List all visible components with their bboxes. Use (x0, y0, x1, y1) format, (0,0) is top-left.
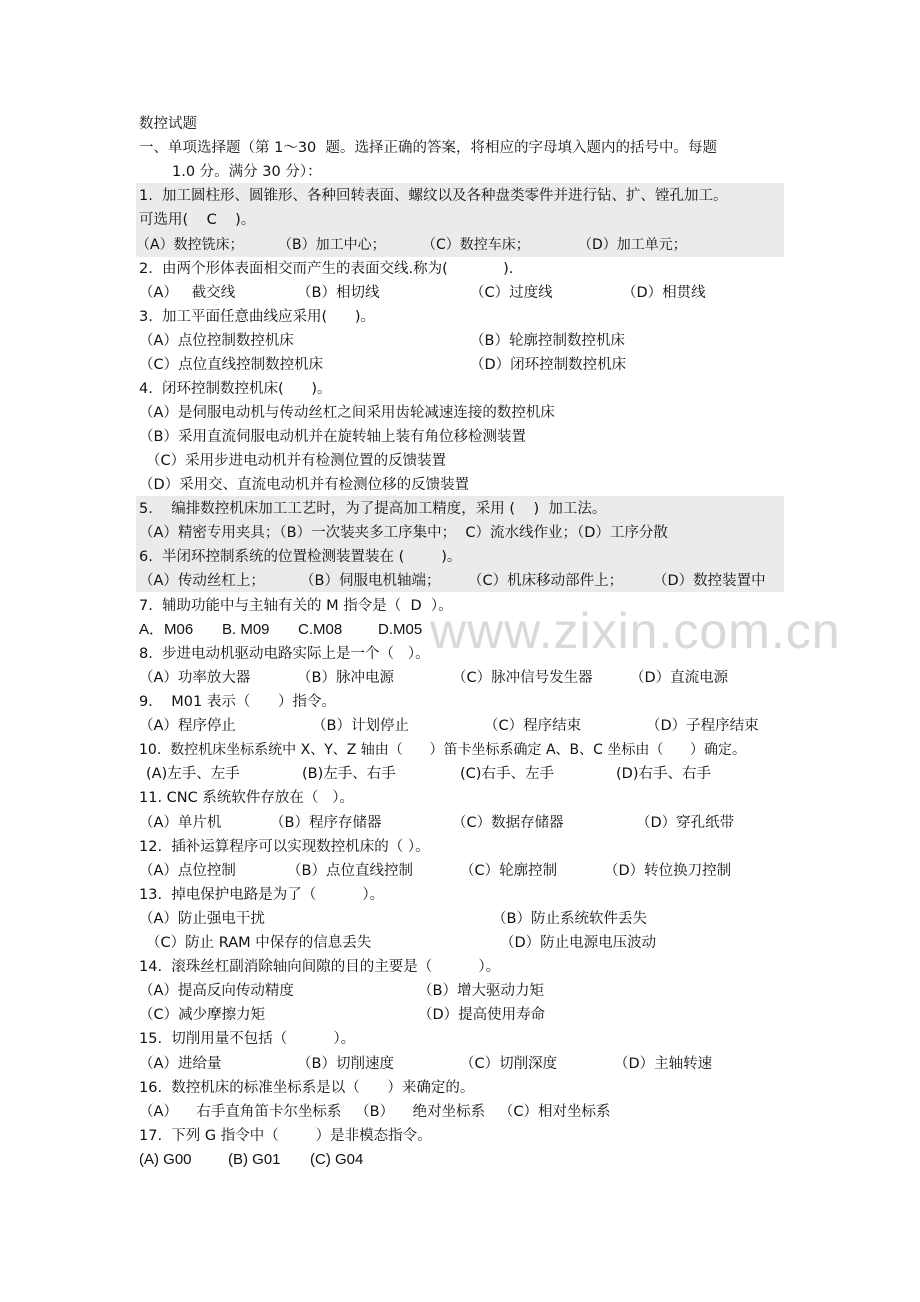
q7-option-d: D.M05 (378, 621, 423, 638)
q15-option-c: （C）切削深度 (460, 1056, 558, 1072)
q9-option-d: （D）子程序结束 (646, 718, 759, 734)
q17-option-a: (A) G00 (139, 1151, 192, 1168)
q12-option-d: （D）转位换刀控制 (604, 863, 732, 879)
q17-option-c: (C) G04 (310, 1151, 364, 1168)
q9-option-a: （A）程序停止 (139, 718, 236, 734)
q1-option-b: （B）加工中心； (278, 237, 386, 253)
q11-option-a: （A）单片机 (139, 815, 222, 831)
q5-options: （A）精密专用夹具；（B）一次装夹多工序集中； C）流水线作业；（D）工序分散 (139, 525, 668, 541)
q14-option-a: （A）提高反向传动精度 (139, 983, 294, 999)
q8-option-b: （B）脉冲电源 (297, 670, 394, 686)
q1-option-c: （C）数控车床； (422, 237, 530, 253)
q6-option-d: （D）数控装置中 (653, 573, 766, 589)
q13-option-d: （D）防止电源电压波动 (500, 935, 657, 951)
q4-option-a: （A）是伺服电动机与传动丝杠之间采用齿轮减速连接的数控机床 (139, 405, 555, 421)
q8-option-d: （D）直流电源 (630, 670, 729, 686)
q8-option-a: （A）功率放大器 (139, 670, 251, 686)
q10-option-c: (C)右手、左手 (460, 766, 554, 782)
doc-title: 数控试题 (139, 116, 197, 132)
q3-option-c: （C）点位直线控制数控机床 (139, 357, 324, 373)
question-12-stem: 12. 插补运算程序可以实现数控机床的（ ）。 (139, 839, 430, 855)
q11-option-d: （D）穿孔纸带 (636, 815, 735, 831)
question-4-stem: 4. 闭环控制数控机床( )。 (139, 381, 332, 397)
question-5-stem: 5. 编排数控机床加工工艺时，为了提高加工精度，采用 ( ) 加工法。 (139, 501, 607, 517)
q3-option-d: （D）闭环控制数控机床 (470, 357, 627, 373)
q11-option-b: （B）程序存储器 (270, 815, 382, 831)
q2-option-a: （A） 截交线 (139, 285, 236, 301)
q15-option-a: （A）进给量 (139, 1056, 222, 1072)
q14-option-d: （D）提高使用寿命 (418, 1007, 546, 1023)
question-15-stem: 15. 切削用量不包括（ ）。 (139, 1031, 356, 1047)
q14-option-c: （C）减少摩擦力矩 (139, 1007, 266, 1023)
question-13-stem: 13. 掉电保护电路是为了（ ）。 (139, 887, 385, 903)
question-8-stem: 8. 步进电动机驱动电路实际上是一个（ ）。 (139, 646, 430, 662)
q10-option-a: (A)左手、左手 (146, 766, 240, 782)
q1-option-d: （D）加工单元； (578, 237, 687, 253)
section-heading-line2: 1.0 分。满分 30 分）： (172, 164, 322, 180)
q2-option-b: （B）相切线 (297, 285, 380, 301)
q9-option-c: （C）程序结束 (484, 718, 582, 734)
q10-option-b: (B)左手、右手 (302, 766, 396, 782)
q4-option-c: （C）采用步进电动机并有检测位置的反馈装置 (146, 453, 447, 469)
question-7-stem: 7. 辅助功能中与主轴有关的 M 指令是（ D ）。 (139, 598, 453, 614)
section-heading-line1: 一、单项选择题（第 1～30 题。选择正确的答案，将相应的字母填入题内的括号中。每题 (139, 140, 717, 156)
question-2-stem: 2. 由两个形体表面相交而产生的表面交线.称为( ). (139, 261, 514, 277)
q6-option-a: （A）传动丝杠上； (139, 573, 265, 589)
q12-option-a: （A）点位控制 (139, 863, 236, 879)
question-9-stem: 9. M01 表示（ ）指令。 (139, 694, 336, 710)
q2-option-d: （D）相贯线 (622, 285, 706, 301)
q13-option-c: （C）防止 RAM 中保存的信息丢失 (146, 935, 372, 951)
q12-option-c: （C）轮廓控制 (460, 863, 558, 879)
question-1-stem-cont: 可选用( C )。 (139, 212, 256, 228)
question-16-stem: 16. 数控机床的标准坐标系是以（ ）来确定的。 (139, 1080, 475, 1096)
q2-option-c: （C）过度线 (470, 285, 553, 301)
q7-option-c: C.M08 (298, 621, 343, 638)
q11-option-c: （C）数据存储器 (452, 815, 564, 831)
q13-option-a: （A）防止强电干扰 (139, 911, 265, 927)
q10-option-d: (D)右手、右手 (616, 766, 711, 782)
q1-option-a: （A）数控铣床； (136, 237, 244, 253)
q4-option-d: （D）采用交、直流电动机并有检测位移的反馈装置 (139, 477, 470, 493)
question-14-stem: 14. 滚珠丝杠副消除轴向间隙的目的主要是（ ）。 (139, 959, 501, 975)
question-11-stem: 11. CNC 系统软件存放在（ ）。 (139, 790, 354, 806)
q15-option-b: （B）切削速度 (297, 1056, 394, 1072)
q7-option-a: A．M06 (139, 621, 194, 638)
q3-option-a: （A）点位控制数控机床 (139, 333, 294, 349)
question-3-stem: 3. 加工平面任意曲线应采用( )。 (139, 309, 376, 325)
q12-option-b: （B）点位直线控制 (287, 863, 413, 879)
q4-option-b: （B）采用直流伺服电动机并在旋转轴上装有角位移检测装置 (139, 429, 526, 445)
q8-option-c: （C）脉冲信号发生器 (452, 670, 593, 686)
question-1-stem: 1. 加工圆柱形、圆锥形、各种回转表面、螺纹以及各种盘类零件并进行钻、扩、镗孔加工。 (139, 188, 728, 204)
q15-option-d: （D）主轴转速 (614, 1056, 713, 1072)
q6-option-b: （B）伺服电机轴端； (300, 573, 441, 589)
question-6-stem: 6. 半闭环控制系统的位置检测装置装在 ( )。 (139, 549, 462, 565)
q13-option-b: （B）防止系统软件丢失 (492, 911, 647, 927)
q3-option-b: （B）轮廓控制数控机床 (470, 333, 625, 349)
q9-option-b: （B）计划停止 (312, 718, 409, 734)
watermark-text: www.zixin.com.cn (430, 603, 841, 659)
question-10-stem: 10. 数控机床坐标系统中 X、Y、Z 轴由（ ）笛卡坐标系确定 A、B、C 坐标由（ ）确定。 (139, 742, 747, 758)
q17-option-b: (B) G01 (228, 1151, 281, 1168)
q16-options: （A） 右手直角笛卡尔坐标系 （B） 绝对坐标系 （C）相对坐标系 (139, 1104, 611, 1120)
q6-option-c: （C）机床移动部件上； (468, 573, 624, 589)
question-17-stem: 17. 下列 G 指令中（ ）是非模态指令。 (139, 1128, 432, 1144)
q7-option-b: B. M09 (222, 621, 270, 638)
q14-option-b: （B）增大驱动力矩 (418, 983, 544, 999)
